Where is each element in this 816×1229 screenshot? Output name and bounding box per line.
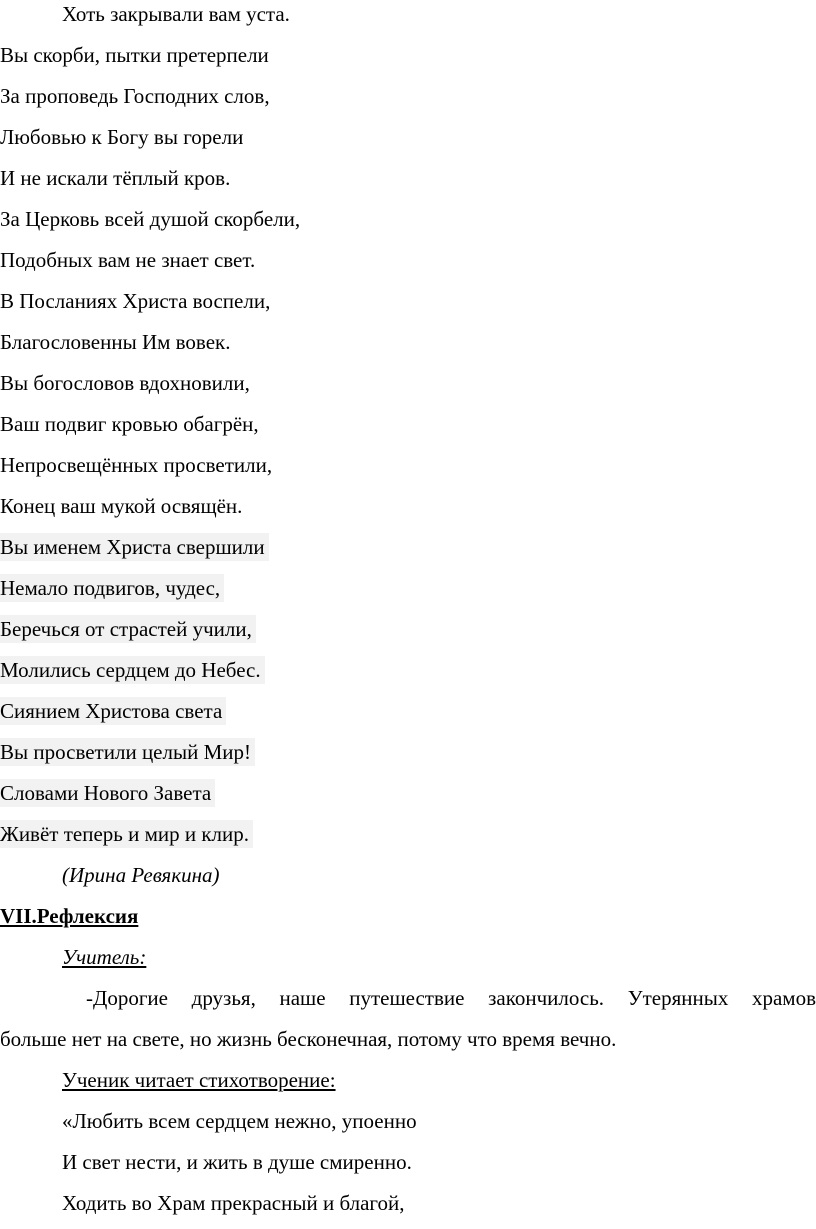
poem-line: Ваш подвиг кровью обагрён, <box>0 412 259 436</box>
poem-line: Вы скорби, пытки претерпели <box>0 43 269 67</box>
student-poem-line: «Любить всем сердцем нежно, упоенно <box>62 1109 417 1133</box>
poem-line: Подобных вам не знает свет. <box>0 248 256 272</box>
poem-line-highlighted: Сиянием Христова света <box>0 697 226 725</box>
poem-line-highlighted: Немало подвигов, чудес, <box>0 574 224 602</box>
poem-line: За Церковь всей душой скорбели, <box>0 207 301 231</box>
poem-line-highlighted: Вы именем Христа свершили <box>0 533 269 561</box>
student-poem-line: И свет нести, и жить в душе смиренно. <box>62 1150 412 1174</box>
poem-line-highlighted: Молились сердцем до Небес. <box>0 656 265 684</box>
poem-line: Непросвещённых просветили, <box>0 453 273 477</box>
poem-line: В Посланиях Христа воспели, <box>0 289 271 313</box>
poem-line: Хоть закрывали вам уста. <box>62 2 290 26</box>
poem-line-highlighted: Вы просветили целый Мир! <box>0 738 255 766</box>
poem-line: Благословенны Им вовек. <box>0 330 231 354</box>
poem-line: Любовью к Богу вы горели <box>0 125 244 149</box>
speech-paragraph-line: больше нет на свете, но жизнь бесконечная, потому что время вечно. <box>0 1027 617 1051</box>
poem-line: Конец ваш мукой освящён. <box>0 494 243 518</box>
poem-line-highlighted: Живёт теперь и мир и клир. <box>0 820 253 848</box>
section-heading: VII.Рефлексия <box>0 904 139 928</box>
student-intro: Ученик читает стихотворение: <box>62 1068 336 1092</box>
speech-paragraph-line: -Дорогие друзья, наше путешествие закончилось. Утерянных храмов <box>86 986 816 1010</box>
poem-line: И не искали тёплый кров. <box>0 166 231 190</box>
poem-line-highlighted: Беречься от страстей учили, <box>0 615 256 643</box>
speaker-label: Учитель: <box>62 945 147 969</box>
poem-line: За проповедь Господних слов, <box>0 84 270 108</box>
poem-line: Вы богословов вдохновили, <box>0 371 250 395</box>
student-poem-line: Ходить во Храм прекрасный и благой, <box>62 1191 405 1215</box>
poem-author: (Ирина Ревякина) <box>62 863 220 887</box>
poem-line-highlighted: Словами Нового Завета <box>0 779 215 807</box>
